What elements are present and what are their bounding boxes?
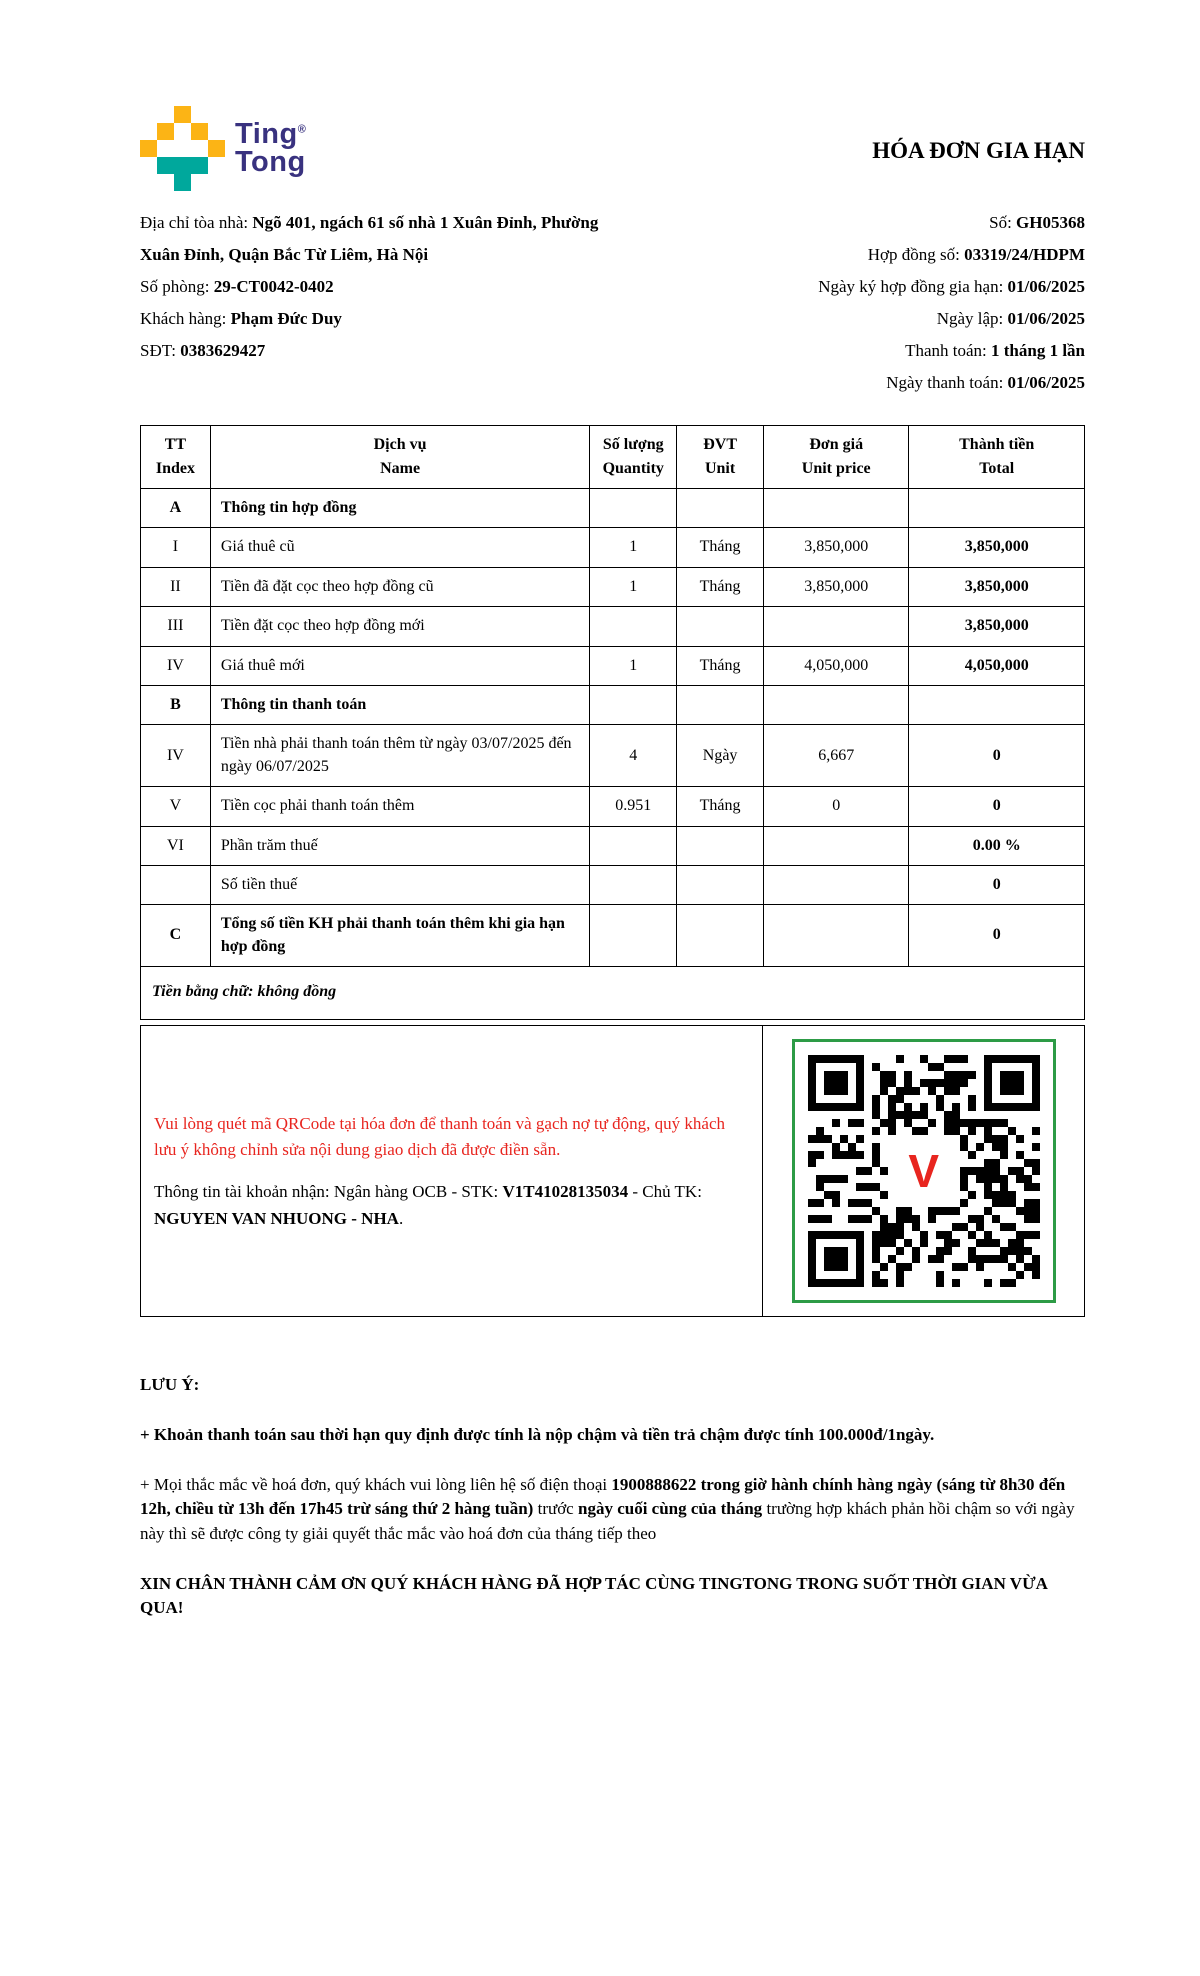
table-row bbox=[141, 865, 1085, 904]
cell-qty bbox=[590, 826, 677, 865]
table-row bbox=[141, 725, 1085, 787]
info-line-right: Hợp đồng số: 03319/24/HDPM bbox=[867, 245, 1085, 264]
cell-total: 0 bbox=[909, 725, 1085, 787]
late-payment-note: + Khoản thanh toán sau thời hạn quy định được tính là nộp chậm và tiền trả chậm được tính 100.000đ/1ngày. bbox=[140, 1425, 935, 1445]
table-row bbox=[141, 646, 1085, 685]
cell-index: B bbox=[141, 685, 211, 724]
invoice-table-body bbox=[141, 489, 1085, 967]
qr-cell bbox=[763, 1026, 1084, 1316]
cell-name: Phần trăm thuế bbox=[210, 826, 589, 865]
cell-name: Tiền cọc phải thanh toán thêm bbox=[210, 787, 589, 826]
cell-unit: Ngày bbox=[677, 725, 764, 787]
cell-name: Thông tin hợp đồng bbox=[210, 489, 589, 528]
table-row bbox=[141, 528, 1085, 567]
payment-qr-section bbox=[140, 1025, 1085, 1317]
cell-total bbox=[909, 685, 1085, 724]
col-quantity: Số lượng Quantity bbox=[590, 426, 677, 489]
cell-total: 3,850,000 bbox=[909, 567, 1085, 606]
cell-qty bbox=[590, 865, 677, 904]
footer-notes bbox=[140, 1373, 1085, 1620]
tingtong-logo-text bbox=[235, 117, 307, 178]
cell-unit bbox=[677, 905, 764, 967]
cell-name: Tiền nhà phải thanh toán thêm từ ngày 03/07/2025 đến ngày 06/07/2025 bbox=[210, 725, 589, 787]
cell-qty: 1 bbox=[590, 528, 677, 567]
contact-note: + Mọi thắc mắc về hoá đơn, quý khách vui lòng liên hệ số điện thoại 1900888622 trong giờ hành chính hàng ngày (sáng từ 8h30 đến 12h, chiều từ 13h đến 17h45 trừ sáng thứ 2 hàng tuần) trước ngày cuối cùng của tháng trường hợp khách phản hồi chậm so với ngày này thì sẽ được công ty giải quyết thắc mắc vào hoá đơn của tháng tiếp theo bbox=[140, 1474, 1075, 1544]
info-line-left: Số phòng: 29-CT0042-0402 bbox=[140, 277, 334, 296]
amount-in-words: Tiền bằng chữ: không đồng bbox=[141, 967, 1085, 1020]
cell-total: 3,850,000 bbox=[909, 607, 1085, 646]
cell-qty bbox=[590, 489, 677, 528]
account-info: Thông tin tài khoản nhận: Ngân hàng OCB - STK: V1T41028135034 - Chủ TK: NGUYEN VAN NHUONG - NHA. bbox=[154, 1182, 702, 1228]
tingtong-logo-icon bbox=[140, 106, 225, 191]
col-total: Thành tiền Total bbox=[909, 426, 1085, 489]
page-title: HÓA ĐƠN GIA HẠN bbox=[872, 138, 1085, 163]
cell-price bbox=[764, 865, 909, 904]
cell-name: Giá thuê cũ bbox=[210, 528, 589, 567]
info-line-right: Thanh toán: 1 tháng 1 lần bbox=[905, 341, 1085, 360]
invoice-table bbox=[140, 425, 1085, 1020]
table-row bbox=[141, 905, 1085, 967]
cell-qty: 1 bbox=[590, 646, 677, 685]
col-unit-price: Đơn giá Unit price bbox=[764, 426, 909, 489]
header-row bbox=[141, 426, 1085, 489]
amount-in-words-section bbox=[141, 967, 1085, 1020]
cell-unit bbox=[677, 685, 764, 724]
table-row bbox=[141, 607, 1085, 646]
table-row bbox=[141, 685, 1085, 724]
registered-mark: ® bbox=[297, 123, 307, 136]
table-row bbox=[141, 489, 1085, 528]
invoice-table-header bbox=[141, 426, 1085, 489]
cell-qty: 0.951 bbox=[590, 787, 677, 826]
thank-you-message: XIN CHÂN THÀNH CẢM ƠN QUÝ KHÁCH HÀNG ĐÃ HỢP TÁC CÙNG TINGTONG TRONG SUỐT THỜI GIAN VỪA QUA! bbox=[140, 1573, 1047, 1618]
cell-total bbox=[909, 489, 1085, 528]
cell-total: 4,050,000 bbox=[909, 646, 1085, 685]
cell-total: 0 bbox=[909, 865, 1085, 904]
cell-qty bbox=[590, 905, 677, 967]
cell-name: Tiền đặt cọc theo hợp đồng mới bbox=[210, 607, 589, 646]
invoice-meta bbox=[818, 207, 1085, 399]
logo-line-1: Ting® bbox=[235, 117, 307, 150]
cell-index: IV bbox=[141, 725, 211, 787]
cell-total: 0 bbox=[909, 905, 1085, 967]
info-line-right: Ngày lập: 01/06/2025 bbox=[936, 309, 1085, 328]
qr-frame bbox=[792, 1039, 1056, 1303]
cell-name: Tổng số tiền KH phải thanh toán thêm khi gia hạn hợp đồng bbox=[210, 905, 589, 967]
payment-instructions bbox=[141, 1026, 763, 1316]
cell-index: C bbox=[141, 905, 211, 967]
info-line-right: Ngày thanh toán: 01/06/2025 bbox=[886, 373, 1085, 392]
building-info bbox=[140, 207, 636, 399]
cell-index: II bbox=[141, 567, 211, 606]
qr-warning-text: Vui lòng quét mã QRCode tại hóa đơn để thanh toán và gạch nợ tự động, quý khách lưu ý không chỉnh sửa nội dung giao dịch đã được điền sẵn. bbox=[154, 1113, 726, 1160]
cell-unit bbox=[677, 826, 764, 865]
note-title: LƯU Ý: bbox=[140, 1375, 200, 1395]
cell-unit: Tháng bbox=[677, 528, 764, 567]
cell-price bbox=[764, 826, 909, 865]
cell-name: Tiền đã đặt cọc theo hợp đồng cũ bbox=[210, 567, 589, 606]
cell-qty bbox=[590, 607, 677, 646]
cell-price bbox=[764, 905, 909, 967]
info-line-right: Ngày ký hợp đồng gia hạn: 01/06/2025 bbox=[818, 277, 1085, 296]
cell-qty: 1 bbox=[590, 567, 677, 606]
vietqr-logo-icon: V bbox=[896, 1143, 952, 1199]
cell-price: 3,850,000 bbox=[764, 567, 909, 606]
info-line-left: SĐT: 0383629427 bbox=[140, 341, 266, 360]
cell-total: 3,850,000 bbox=[909, 528, 1085, 567]
info-section bbox=[140, 207, 1085, 399]
cell-price bbox=[764, 489, 909, 528]
info-line-right: Số: GH05368 bbox=[989, 213, 1085, 232]
info-line-left: Địa chỉ tòa nhà: Ngõ 401, ngách 61 số nhà 1 Xuân Đỉnh, Phường Xuân Đỉnh, Quận Bắc Từ Liêm, Hà Nội bbox=[140, 213, 599, 264]
cell-unit: Tháng bbox=[677, 787, 764, 826]
cell-name: Giá thuê mới bbox=[210, 646, 589, 685]
header bbox=[140, 106, 1085, 191]
table-row bbox=[141, 567, 1085, 606]
cell-index: I bbox=[141, 528, 211, 567]
cell-unit: Tháng bbox=[677, 567, 764, 606]
logo-line-2: Tong bbox=[235, 145, 306, 178]
cell-unit bbox=[677, 865, 764, 904]
cell-qty: 4 bbox=[590, 725, 677, 787]
cell-name: Số tiền thuế bbox=[210, 865, 589, 904]
cell-total: 0.00 % bbox=[909, 826, 1085, 865]
cell-index: V bbox=[141, 787, 211, 826]
cell-index bbox=[141, 865, 211, 904]
cell-unit bbox=[677, 489, 764, 528]
cell-index: IV bbox=[141, 646, 211, 685]
cell-index: III bbox=[141, 607, 211, 646]
cell-total: 0 bbox=[909, 787, 1085, 826]
cell-index: VI bbox=[141, 826, 211, 865]
table-row bbox=[141, 787, 1085, 826]
col-unit: ĐVT Unit bbox=[677, 426, 764, 489]
tingtong-logo bbox=[140, 106, 306, 191]
cell-name: Thông tin thanh toán bbox=[210, 685, 589, 724]
info-line-left: Khách hàng: Phạm Đức Duy bbox=[140, 309, 342, 328]
cell-price bbox=[764, 685, 909, 724]
cell-price: 6,667 bbox=[764, 725, 909, 787]
cell-index: A bbox=[141, 489, 211, 528]
col-name: Dịch vụ Name bbox=[210, 426, 589, 489]
col-index: TT Index bbox=[141, 426, 211, 489]
cell-price: 4,050,000 bbox=[764, 646, 909, 685]
cell-unit bbox=[677, 607, 764, 646]
table-row bbox=[141, 826, 1085, 865]
cell-price: 0 bbox=[764, 787, 909, 826]
cell-price: 3,850,000 bbox=[764, 528, 909, 567]
cell-unit: Tháng bbox=[677, 646, 764, 685]
cell-qty bbox=[590, 685, 677, 724]
amount-in-words-row bbox=[141, 967, 1085, 1020]
cell-price bbox=[764, 607, 909, 646]
